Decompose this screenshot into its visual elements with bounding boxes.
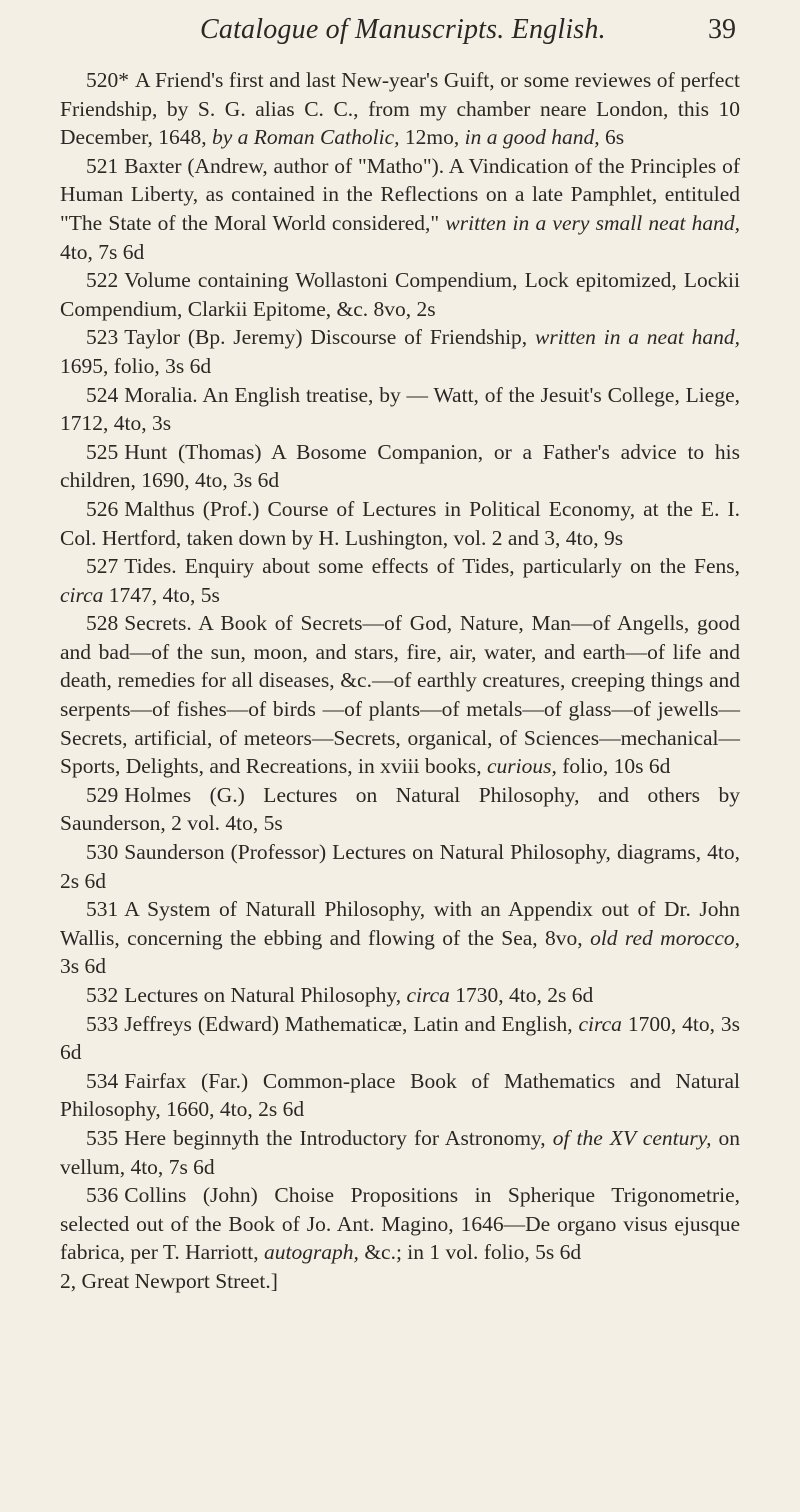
catalogue-entry bbox=[60, 152, 740, 266]
catalogue-entry bbox=[60, 552, 740, 609]
entry-text: Tides. Enquiry about some effects of Tides, particularly on the Fens, bbox=[124, 554, 740, 579]
catalogue-entry bbox=[60, 1010, 740, 1067]
entry-text: Moralia. An English treatise, by — Watt, of the Jesuit's College, Liege, 1712, 4to, bbox=[60, 382, 740, 436]
entry-price: 7s 6d bbox=[98, 239, 145, 264]
entry-italic-note: written in a neat hand, bbox=[535, 325, 740, 350]
catalogue-entry bbox=[60, 1067, 740, 1124]
entry-number: 529 bbox=[86, 782, 119, 807]
entry-text: Jeffreys (Edward) Mathematicæ, Latin and English, bbox=[124, 1011, 573, 1036]
page-number: 39 bbox=[708, 14, 736, 45]
entry-number: 530 bbox=[86, 840, 119, 865]
entry-number: 522 bbox=[86, 268, 119, 293]
entry-text: A Friend's first and last New-year's Guift, or some reviewes of perfect Friendship, by S. G. alias C. C., from my chamber neare London, this 10 December, 1648, bbox=[60, 68, 740, 150]
running-title: Catalogue of Manuscripts. English. bbox=[200, 14, 606, 45]
catalogue-entry bbox=[60, 1124, 740, 1181]
entry-price: 3s 6d bbox=[233, 468, 280, 493]
entry-italic-note: circa bbox=[406, 983, 450, 1007]
catalogue-entry bbox=[60, 381, 740, 438]
entry-format: 1747, 4to, bbox=[108, 582, 196, 607]
entry-text: Hunt (Thomas) A Bosome Companion, or a Father's advice to his children, 1690, 4to, bbox=[60, 439, 740, 493]
entry-number: 521 bbox=[86, 153, 119, 178]
catalogue-entry bbox=[60, 838, 740, 895]
entry-italic-note-2: in a good hand, bbox=[464, 125, 600, 150]
entry-price: 2s bbox=[416, 296, 436, 321]
entry-price: 7s 6d bbox=[168, 1154, 215, 1179]
entry-text: Fairfax (Far.) Common-place Book of Mathematics and Natural Philosophy, 1660, 4to, bbox=[60, 1068, 740, 1122]
entry-number: 526 bbox=[86, 496, 119, 521]
entry-number: 524 bbox=[86, 382, 119, 407]
entry-italic-note: curious, bbox=[486, 754, 557, 779]
entry-price: 2s 6d bbox=[258, 1097, 305, 1122]
catalogue-entry bbox=[60, 781, 740, 838]
entry-format: 4to, bbox=[60, 239, 93, 264]
page-header bbox=[60, 10, 736, 60]
entry-text: Malthus (Prof.) Course of Lectures in Political Economy, at the E. I. Col. Hertford, taken down by H. Lushington, vol. 2 and 3, 4to, bbox=[60, 496, 740, 550]
entry-price: 2s 6d bbox=[60, 868, 106, 893]
entry-text: Volume containing Wollastoni Compendium, Lock epitomized, Lockii Compendium, Clarkii Epitome, &c. 8vo, bbox=[60, 268, 740, 321]
entry-number: 523 bbox=[86, 325, 119, 350]
entry-price: 3s bbox=[151, 411, 172, 436]
entry-text: Here beginnyth the Introductory for Astronomy, bbox=[124, 1125, 546, 1150]
entry-price: 3s 6d bbox=[165, 353, 212, 378]
entry-italic-note: of the XV century, bbox=[552, 1125, 712, 1150]
entry-format: 1730, 4to, bbox=[455, 983, 542, 1007]
entry-italic-note: written in a very small neat hand, bbox=[445, 210, 740, 235]
entry-price: 9s bbox=[604, 525, 624, 550]
entry-format: 1695, folio, bbox=[60, 353, 160, 378]
entry-number: 528 bbox=[86, 611, 119, 636]
entry-format: 12mo, bbox=[404, 125, 460, 150]
catalogue-entry bbox=[60, 438, 740, 495]
catalogue-entry bbox=[60, 895, 740, 981]
entry-text: Holmes (G.) Lectures on Natural Philosophy, and others by Saunderson, 2 vol. 4to, bbox=[60, 782, 740, 836]
entry-number: 520* bbox=[86, 68, 129, 92]
catalogue-entry bbox=[60, 323, 740, 380]
entry-number: 525 bbox=[86, 439, 119, 464]
entry-italic-note: old red morocco, bbox=[590, 925, 740, 950]
catalogue-entries bbox=[60, 66, 740, 1296]
entry-price: 6s bbox=[604, 125, 625, 150]
entry-price: 3s 6d bbox=[60, 1011, 741, 1065]
catalogue-entry bbox=[60, 495, 740, 552]
entry-number: 527 bbox=[86, 554, 119, 579]
entry-format: &c.; in 1 vol. folio, bbox=[364, 1240, 530, 1265]
entry-number: 533 bbox=[86, 1011, 119, 1036]
entry-text: Taylor (Bp. Jeremy) Discourse of Friendship, bbox=[124, 325, 528, 350]
entry-text: Collins (John) Choise Propositions in Spherique Trigonometrie, selected out of the Book of Jo. Ant. Magino, 1646—De organo visus ejusque fabrica, per T. Harriott, bbox=[60, 1183, 740, 1265]
entry-number: 532 bbox=[86, 983, 119, 1007]
entry-number: 534 bbox=[86, 1068, 119, 1093]
entry-number: 531 bbox=[86, 897, 119, 922]
catalogue-entry bbox=[60, 1181, 740, 1267]
catalogue-entry bbox=[60, 66, 740, 152]
entry-italic-note: circa bbox=[578, 1011, 622, 1036]
entry-text: Lectures on Natural Philosophy, bbox=[124, 983, 402, 1007]
catalogue-entry bbox=[60, 609, 740, 781]
footer-note: 2, Great Newport Street.] bbox=[60, 1268, 278, 1293]
entry-format: 1700, 4to, bbox=[627, 1011, 715, 1036]
entry-number: 535 bbox=[86, 1125, 119, 1150]
entry-text: Secrets. A Book of Secrets—of God, Nature, Man—of Angells, good and bad—of the sun, moon, and stars, fire, air, water, and earth—of life and death, remedies for all diseases, &c.—of earthly creatures, creeping things and serpents—of fishes—of birds —of plants—of metals—of glass—of jewells—Secrets, artificial, of meteors—Secrets, organical, of Sciences—mechanical—Sports, Delights, and Recreations, in xviii books, bbox=[60, 611, 740, 779]
catalogue-entry bbox=[60, 266, 740, 323]
entry-italic-note: autograph, bbox=[263, 1240, 359, 1265]
entry-price: 5s bbox=[263, 811, 283, 836]
entry-price: 5s 6d bbox=[535, 1240, 582, 1265]
entry-italic-note: circa bbox=[60, 582, 104, 607]
entry-price: 10s 6d bbox=[613, 754, 671, 779]
entry-italic-note: by a Roman Catholic, bbox=[211, 125, 400, 150]
entry-price: 5s bbox=[200, 582, 220, 607]
entry-price: 2s 6d bbox=[547, 983, 594, 1007]
entry-text: A System of Naturall Philosophy, with an Appendix out of Dr. John Wallis, concerning the ebbing and flowing of the Sea, 8vo, bbox=[60, 897, 740, 950]
entry-price: 3s 6d bbox=[60, 954, 106, 979]
entry-format: on vellum, 4to, bbox=[60, 1125, 741, 1179]
entry-number: 536 bbox=[86, 1183, 119, 1208]
entry-format: folio, bbox=[562, 754, 609, 779]
entry-text: Saunderson (Professor) Lectures on Natural Philosophy, diagrams, 4to, bbox=[124, 840, 740, 865]
catalogue-entry bbox=[60, 981, 740, 1010]
entry-text: Baxter (Andrew, author of "Matho"). A Vindication of the Principles of Human Liberty, as contained in the Reflections on a late Pamphlet, entituled "The State of the Moral World considered," bbox=[60, 153, 740, 235]
